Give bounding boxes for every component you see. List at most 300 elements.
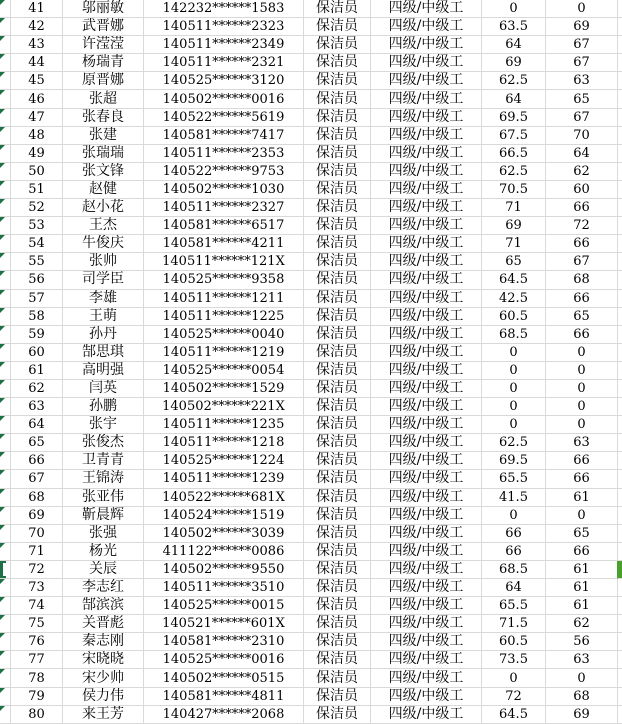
job-title-cell[interactable]: 保洁员 <box>304 579 371 597</box>
name-cell[interactable]: 张瑞瑞 <box>63 145 144 163</box>
name-cell[interactable]: 秦志刚 <box>63 633 144 651</box>
score2-cell[interactable]: 62 <box>546 163 618 181</box>
id-number-cell[interactable]: 140511******1235 <box>144 416 304 434</box>
job-title-cell[interactable]: 保洁员 <box>304 688 371 706</box>
flag-cell[interactable] <box>0 90 11 108</box>
flag-cell[interactable] <box>0 145 11 163</box>
flag-cell[interactable] <box>0 235 11 253</box>
id-number-cell[interactable]: 140511******1218 <box>144 434 304 452</box>
id-number-cell[interactable]: 140581******2310 <box>144 633 304 651</box>
overflow-cell[interactable] <box>618 706 622 724</box>
level-cell[interactable]: 四级/中级工 <box>371 54 482 72</box>
overflow-cell[interactable] <box>618 615 622 633</box>
job-title-cell[interactable]: 保洁员 <box>304 181 371 199</box>
score2-cell[interactable]: 0 <box>546 362 618 380</box>
level-cell[interactable]: 四级/中级工 <box>371 235 482 253</box>
id-number-cell[interactable]: 140524******1519 <box>144 507 304 525</box>
flag-cell[interactable] <box>0 181 11 199</box>
flag-cell[interactable] <box>0 344 11 362</box>
flag-cell[interactable] <box>0 109 11 127</box>
score1-cell[interactable]: 73.5 <box>482 651 546 669</box>
score2-cell[interactable]: 67 <box>546 253 618 271</box>
score2-cell[interactable]: 0 <box>546 416 618 434</box>
id-number-cell[interactable]: 140502******0515 <box>144 669 304 687</box>
serial-cell[interactable]: 61 <box>11 362 63 380</box>
serial-cell[interactable]: 42 <box>11 18 63 36</box>
serial-cell[interactable]: 48 <box>11 127 63 145</box>
serial-cell[interactable]: 65 <box>11 434 63 452</box>
score2-cell[interactable]: 61 <box>546 579 618 597</box>
score1-cell[interactable]: 63.5 <box>482 18 546 36</box>
serial-cell[interactable]: 68 <box>11 489 63 507</box>
overflow-cell[interactable] <box>618 579 622 597</box>
job-title-cell[interactable]: 保洁员 <box>304 199 371 217</box>
level-cell[interactable]: 四级/中级工 <box>371 489 482 507</box>
serial-cell[interactable]: 53 <box>11 217 63 235</box>
serial-cell[interactable]: 46 <box>11 90 63 108</box>
job-title-cell[interactable]: 保洁员 <box>304 597 371 615</box>
score2-cell[interactable]: 56 <box>546 633 618 651</box>
level-cell[interactable]: 四级/中级工 <box>371 308 482 326</box>
flag-cell[interactable] <box>0 271 11 289</box>
name-cell[interactable]: 原晋娜 <box>63 72 144 90</box>
score1-cell[interactable]: 69 <box>482 217 546 235</box>
score2-cell[interactable]: 61 <box>546 561 618 579</box>
overflow-cell[interactable] <box>618 507 622 525</box>
id-number-cell[interactable]: 140525******9358 <box>144 271 304 289</box>
serial-cell[interactable]: 45 <box>11 72 63 90</box>
flag-cell[interactable] <box>0 416 11 434</box>
name-cell[interactable]: 关辰 <box>63 561 144 579</box>
id-number-cell[interactable]: 140427******2068 <box>144 706 304 724</box>
level-cell[interactable]: 四级/中级工 <box>371 543 482 561</box>
name-cell[interactable]: 杨瑞青 <box>63 54 144 72</box>
level-cell[interactable]: 四级/中级工 <box>371 633 482 651</box>
name-cell[interactable]: 孙丹 <box>63 326 144 344</box>
job-title-cell[interactable]: 保洁员 <box>304 452 371 470</box>
flag-cell[interactable] <box>0 579 11 597</box>
overflow-cell[interactable] <box>618 18 622 36</box>
overflow-cell[interactable] <box>618 109 622 127</box>
job-title-cell[interactable]: 保洁员 <box>304 344 371 362</box>
serial-cell[interactable]: 60 <box>11 344 63 362</box>
score1-cell[interactable]: 60.5 <box>482 308 546 326</box>
overflow-cell[interactable] <box>618 398 622 416</box>
score2-cell[interactable]: 63 <box>546 434 618 452</box>
overflow-cell[interactable] <box>618 290 622 308</box>
id-number-cell[interactable]: 140525******0054 <box>144 362 304 380</box>
name-cell[interactable]: 宋少帅 <box>63 669 144 687</box>
score1-cell[interactable]: 62.5 <box>482 163 546 181</box>
flag-cell[interactable] <box>0 470 11 488</box>
score1-cell[interactable]: 70.5 <box>482 181 546 199</box>
name-cell[interactable]: 牛俊庆 <box>63 235 144 253</box>
level-cell[interactable]: 四级/中级工 <box>371 362 482 380</box>
level-cell[interactable]: 四级/中级工 <box>371 90 482 108</box>
name-cell[interactable]: 李志红 <box>63 579 144 597</box>
flag-cell[interactable] <box>0 561 11 579</box>
serial-cell[interactable]: 50 <box>11 163 63 181</box>
score2-cell[interactable]: 67 <box>546 54 618 72</box>
flag-cell[interactable] <box>0 452 11 470</box>
serial-cell[interactable]: 71 <box>11 543 63 561</box>
flag-cell[interactable] <box>0 543 11 561</box>
score2-cell[interactable]: 72 <box>546 217 618 235</box>
level-cell[interactable]: 四级/中级工 <box>371 597 482 615</box>
name-cell[interactable]: 王萌 <box>63 308 144 326</box>
serial-cell[interactable]: 72 <box>11 561 63 579</box>
flag-cell[interactable] <box>0 706 11 724</box>
score1-cell[interactable]: 65.5 <box>482 597 546 615</box>
score1-cell[interactable]: 0 <box>482 380 546 398</box>
score1-cell[interactable]: 71.5 <box>482 615 546 633</box>
name-cell[interactable]: 杨光 <box>63 543 144 561</box>
name-cell[interactable]: 张春良 <box>63 109 144 127</box>
flag-cell[interactable] <box>0 253 11 271</box>
score1-cell[interactable]: 64.5 <box>482 706 546 724</box>
flag-cell[interactable] <box>0 651 11 669</box>
score2-cell[interactable]: 69 <box>546 706 618 724</box>
level-cell[interactable]: 四级/中级工 <box>371 706 482 724</box>
level-cell[interactable]: 四级/中级工 <box>371 507 482 525</box>
name-cell[interactable]: 司学臣 <box>63 271 144 289</box>
score2-cell[interactable]: 66 <box>546 326 618 344</box>
level-cell[interactable]: 四级/中级工 <box>371 181 482 199</box>
level-cell[interactable]: 四级/中级工 <box>371 416 482 434</box>
id-number-cell[interactable]: 140502******221X <box>144 398 304 416</box>
flag-cell[interactable] <box>0 72 11 90</box>
score2-cell[interactable]: 64 <box>546 145 618 163</box>
score1-cell[interactable]: 66 <box>482 543 546 561</box>
serial-cell[interactable]: 62 <box>11 380 63 398</box>
name-cell[interactable]: 张强 <box>63 525 144 543</box>
overflow-cell[interactable] <box>618 0 622 18</box>
id-number-cell[interactable]: 140502******1030 <box>144 181 304 199</box>
name-cell[interactable]: 李雄 <box>63 290 144 308</box>
level-cell[interactable]: 四级/中级工 <box>371 651 482 669</box>
serial-cell[interactable]: 69 <box>11 507 63 525</box>
score2-cell[interactable]: 61 <box>546 597 618 615</box>
score2-cell[interactable]: 69 <box>546 18 618 36</box>
serial-cell[interactable]: 73 <box>11 579 63 597</box>
level-cell[interactable]: 四级/中级工 <box>371 127 482 145</box>
overflow-cell[interactable] <box>618 416 622 434</box>
overflow-cell[interactable] <box>618 181 622 199</box>
level-cell[interactable]: 四级/中级工 <box>371 18 482 36</box>
score1-cell[interactable]: 67.5 <box>482 127 546 145</box>
flag-cell[interactable] <box>0 36 11 54</box>
job-title-cell[interactable]: 保洁员 <box>304 217 371 235</box>
job-title-cell[interactable]: 保洁员 <box>304 308 371 326</box>
flag-cell[interactable] <box>0 308 11 326</box>
level-cell[interactable]: 四级/中级工 <box>371 561 482 579</box>
flag-cell[interactable] <box>0 163 11 181</box>
serial-cell[interactable]: 51 <box>11 181 63 199</box>
overflow-cell[interactable] <box>618 651 622 669</box>
serial-cell[interactable]: 57 <box>11 290 63 308</box>
score2-cell[interactable]: 70 <box>546 127 618 145</box>
score1-cell[interactable]: 72 <box>482 688 546 706</box>
id-number-cell[interactable]: 140522******5619 <box>144 109 304 127</box>
flag-cell[interactable] <box>0 199 11 217</box>
level-cell[interactable]: 四级/中级工 <box>371 525 482 543</box>
score1-cell[interactable]: 71 <box>482 235 546 253</box>
score2-cell[interactable]: 0 <box>546 380 618 398</box>
score1-cell[interactable]: 0 <box>482 0 546 18</box>
serial-cell[interactable]: 76 <box>11 633 63 651</box>
serial-cell[interactable]: 49 <box>11 145 63 163</box>
id-number-cell[interactable]: 140511******1239 <box>144 470 304 488</box>
level-cell[interactable]: 四级/中级工 <box>371 36 482 54</box>
score2-cell[interactable]: 0 <box>546 0 618 18</box>
job-title-cell[interactable]: 保洁员 <box>304 669 371 687</box>
name-cell[interactable]: 王锦涛 <box>63 470 144 488</box>
name-cell[interactable]: 许滢滢 <box>63 36 144 54</box>
score2-cell[interactable]: 66 <box>546 470 618 488</box>
overflow-cell[interactable] <box>618 452 622 470</box>
job-title-cell[interactable]: 保洁员 <box>304 615 371 633</box>
level-cell[interactable]: 四级/中级工 <box>371 253 482 271</box>
level-cell[interactable]: 四级/中级工 <box>371 452 482 470</box>
job-title-cell[interactable]: 保洁员 <box>304 109 371 127</box>
score2-cell[interactable]: 63 <box>546 651 618 669</box>
job-title-cell[interactable]: 保洁员 <box>304 235 371 253</box>
job-title-cell[interactable]: 保洁员 <box>304 561 371 579</box>
job-title-cell[interactable]: 保洁员 <box>304 326 371 344</box>
overflow-cell[interactable] <box>618 362 622 380</box>
flag-cell[interactable] <box>0 362 11 380</box>
job-title-cell[interactable]: 保洁员 <box>304 18 371 36</box>
score1-cell[interactable]: 62.5 <box>482 72 546 90</box>
overflow-cell[interactable] <box>618 525 622 543</box>
job-title-cell[interactable]: 保洁员 <box>304 145 371 163</box>
serial-cell[interactable]: 44 <box>11 54 63 72</box>
overflow-cell[interactable] <box>618 561 622 579</box>
id-number-cell[interactable]: 140525******1224 <box>144 452 304 470</box>
overflow-cell[interactable] <box>618 308 622 326</box>
score2-cell[interactable]: 62 <box>546 615 618 633</box>
job-title-cell[interactable]: 保洁员 <box>304 470 371 488</box>
level-cell[interactable]: 四级/中级工 <box>371 217 482 235</box>
job-title-cell[interactable]: 保洁员 <box>304 489 371 507</box>
overflow-cell[interactable] <box>618 543 622 561</box>
id-number-cell[interactable]: 142232******1583 <box>144 0 304 18</box>
score2-cell[interactable]: 66 <box>546 199 618 217</box>
name-cell[interactable]: 郜滨滨 <box>63 597 144 615</box>
flag-cell[interactable] <box>0 398 11 416</box>
id-number-cell[interactable]: 140581******4211 <box>144 235 304 253</box>
overflow-cell[interactable] <box>618 669 622 687</box>
id-number-cell[interactable]: 140525******0016 <box>144 651 304 669</box>
name-cell[interactable]: 张宇 <box>63 416 144 434</box>
overflow-cell[interactable] <box>618 434 622 452</box>
name-cell[interactable]: 武晋娜 <box>63 18 144 36</box>
overflow-cell[interactable] <box>618 127 622 145</box>
id-number-cell[interactable]: 140502******0016 <box>144 90 304 108</box>
level-cell[interactable]: 四级/中级工 <box>371 199 482 217</box>
job-title-cell[interactable]: 保洁员 <box>304 434 371 452</box>
id-number-cell[interactable]: 140502******1529 <box>144 380 304 398</box>
flag-cell[interactable] <box>0 597 11 615</box>
serial-cell[interactable]: 59 <box>11 326 63 344</box>
id-number-cell[interactable]: 140525******0015 <box>144 597 304 615</box>
level-cell[interactable]: 四级/中级工 <box>371 398 482 416</box>
id-number-cell[interactable]: 140522******9753 <box>144 163 304 181</box>
id-number-cell[interactable]: 140511******2321 <box>144 54 304 72</box>
id-number-cell[interactable]: 140521******601X <box>144 615 304 633</box>
overflow-cell[interactable] <box>618 688 622 706</box>
serial-cell[interactable]: 70 <box>11 525 63 543</box>
serial-cell[interactable]: 67 <box>11 470 63 488</box>
overflow-cell[interactable] <box>618 344 622 362</box>
serial-cell[interactable]: 58 <box>11 308 63 326</box>
score1-cell[interactable]: 64 <box>482 36 546 54</box>
serial-cell[interactable]: 64 <box>11 416 63 434</box>
score1-cell[interactable]: 64.5 <box>482 271 546 289</box>
id-number-cell[interactable]: 140511******1225 <box>144 308 304 326</box>
score2-cell[interactable]: 0 <box>546 669 618 687</box>
id-number-cell[interactable]: 140511******3510 <box>144 579 304 597</box>
job-title-cell[interactable]: 保洁员 <box>304 163 371 181</box>
job-title-cell[interactable]: 保洁员 <box>304 398 371 416</box>
id-number-cell[interactable]: 411122******0086 <box>144 543 304 561</box>
overflow-cell[interactable] <box>618 253 622 271</box>
score1-cell[interactable]: 69 <box>482 54 546 72</box>
overflow-cell[interactable] <box>618 72 622 90</box>
score1-cell[interactable]: 0 <box>482 416 546 434</box>
serial-cell[interactable]: 66 <box>11 452 63 470</box>
flag-cell[interactable] <box>0 18 11 36</box>
id-number-cell[interactable]: 140511******1211 <box>144 290 304 308</box>
serial-cell[interactable]: 78 <box>11 669 63 687</box>
score2-cell[interactable]: 61 <box>546 489 618 507</box>
id-number-cell[interactable]: 140511******121X <box>144 253 304 271</box>
job-title-cell[interactable]: 保洁员 <box>304 271 371 289</box>
job-title-cell[interactable]: 保洁员 <box>304 380 371 398</box>
overflow-cell[interactable] <box>618 235 622 253</box>
flag-cell[interactable] <box>0 290 11 308</box>
score1-cell[interactable]: 64 <box>482 579 546 597</box>
score1-cell[interactable]: 66 <box>482 525 546 543</box>
serial-cell[interactable]: 56 <box>11 271 63 289</box>
flag-cell[interactable] <box>0 615 11 633</box>
level-cell[interactable]: 四级/中级工 <box>371 163 482 181</box>
job-title-cell[interactable]: 保洁员 <box>304 416 371 434</box>
overflow-cell[interactable] <box>618 470 622 488</box>
serial-cell[interactable]: 74 <box>11 597 63 615</box>
id-number-cell[interactable]: 140502******3039 <box>144 525 304 543</box>
name-cell[interactable]: 卫青青 <box>63 452 144 470</box>
score1-cell[interactable]: 0 <box>482 398 546 416</box>
serial-cell[interactable]: 77 <box>11 651 63 669</box>
score2-cell[interactable]: 65 <box>546 308 618 326</box>
job-title-cell[interactable]: 保洁员 <box>304 633 371 651</box>
name-cell[interactable]: 张超 <box>63 90 144 108</box>
score1-cell[interactable]: 65.5 <box>482 470 546 488</box>
score2-cell[interactable]: 66 <box>546 290 618 308</box>
name-cell[interactable]: 张帅 <box>63 253 144 271</box>
job-title-cell[interactable]: 保洁员 <box>304 127 371 145</box>
serial-cell[interactable]: 43 <box>11 36 63 54</box>
name-cell[interactable]: 关晋彪 <box>63 615 144 633</box>
job-title-cell[interactable]: 保洁员 <box>304 507 371 525</box>
score1-cell[interactable]: 62.5 <box>482 434 546 452</box>
name-cell[interactable]: 靳晨辉 <box>63 507 144 525</box>
job-title-cell[interactable]: 保洁员 <box>304 362 371 380</box>
job-title-cell[interactable]: 保洁员 <box>304 706 371 724</box>
score1-cell[interactable]: 60.5 <box>482 633 546 651</box>
id-number-cell[interactable]: 140581******4811 <box>144 688 304 706</box>
name-cell[interactable]: 王杰 <box>63 217 144 235</box>
flag-cell[interactable] <box>0 0 11 18</box>
job-title-cell[interactable]: 保洁员 <box>304 253 371 271</box>
level-cell[interactable]: 四级/中级工 <box>371 145 482 163</box>
flag-cell[interactable] <box>0 507 11 525</box>
level-cell[interactable]: 四级/中级工 <box>371 579 482 597</box>
overflow-cell[interactable] <box>618 380 622 398</box>
flag-cell[interactable] <box>0 525 11 543</box>
score2-cell[interactable]: 0 <box>546 344 618 362</box>
level-cell[interactable]: 四级/中级工 <box>371 0 482 18</box>
score2-cell[interactable]: 66 <box>546 452 618 470</box>
id-number-cell[interactable]: 140525******0040 <box>144 326 304 344</box>
id-number-cell[interactable]: 140511******2327 <box>144 199 304 217</box>
overflow-cell[interactable] <box>618 326 622 344</box>
serial-cell[interactable]: 55 <box>11 253 63 271</box>
id-number-cell[interactable]: 140502******9550 <box>144 561 304 579</box>
overflow-cell[interactable] <box>618 199 622 217</box>
serial-cell[interactable]: 54 <box>11 235 63 253</box>
flag-cell[interactable] <box>0 633 11 651</box>
level-cell[interactable]: 四级/中级工 <box>371 109 482 127</box>
score1-cell[interactable]: 69.5 <box>482 452 546 470</box>
level-cell[interactable]: 四级/中级工 <box>371 688 482 706</box>
level-cell[interactable]: 四级/中级工 <box>371 470 482 488</box>
score2-cell[interactable]: 60 <box>546 181 618 199</box>
level-cell[interactable]: 四级/中级工 <box>371 72 482 90</box>
job-title-cell[interactable]: 保洁员 <box>304 525 371 543</box>
flag-cell[interactable] <box>0 217 11 235</box>
flag-cell[interactable] <box>0 380 11 398</box>
score1-cell[interactable]: 0 <box>482 669 546 687</box>
flag-cell[interactable] <box>0 326 11 344</box>
serial-cell[interactable]: 41 <box>11 0 63 18</box>
flag-cell[interactable] <box>0 434 11 452</box>
name-cell[interactable]: 张俊杰 <box>63 434 144 452</box>
score1-cell[interactable]: 68.5 <box>482 326 546 344</box>
id-number-cell[interactable]: 140511******1219 <box>144 344 304 362</box>
id-number-cell[interactable]: 140581******6517 <box>144 217 304 235</box>
job-title-cell[interactable]: 保洁员 <box>304 54 371 72</box>
score2-cell[interactable]: 0 <box>546 398 618 416</box>
name-cell[interactable]: 来王芳 <box>63 706 144 724</box>
id-number-cell[interactable]: 140525******3120 <box>144 72 304 90</box>
overflow-cell[interactable] <box>618 271 622 289</box>
serial-cell[interactable]: 79 <box>11 688 63 706</box>
overflow-cell[interactable] <box>618 633 622 651</box>
id-number-cell[interactable]: 140522******681X <box>144 489 304 507</box>
flag-cell[interactable] <box>0 669 11 687</box>
serial-cell[interactable]: 63 <box>11 398 63 416</box>
name-cell[interactable]: 郜思琪 <box>63 344 144 362</box>
name-cell[interactable]: 侯力伟 <box>63 688 144 706</box>
flag-cell[interactable] <box>0 688 11 706</box>
score1-cell[interactable]: 0 <box>482 362 546 380</box>
level-cell[interactable]: 四级/中级工 <box>371 380 482 398</box>
name-cell[interactable]: 张建 <box>63 127 144 145</box>
serial-cell[interactable]: 47 <box>11 109 63 127</box>
flag-cell[interactable] <box>0 54 11 72</box>
